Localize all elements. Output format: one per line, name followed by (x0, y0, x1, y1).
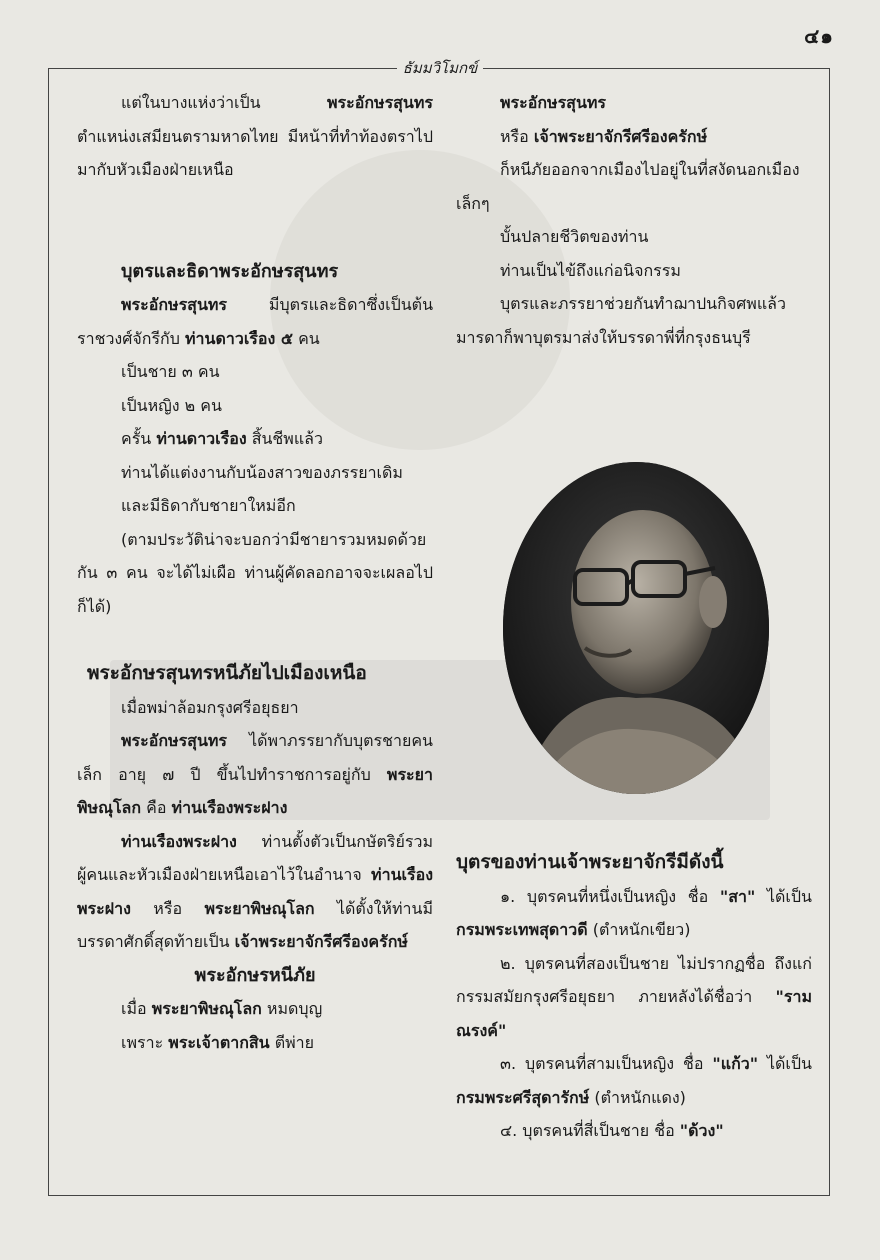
text: ครั้น (121, 429, 157, 448)
line: ท่านเป็นไข้ถึงแก่อนิจกรรม (500, 260, 681, 280)
bold-text: ท่านเรืองพระฝาง (77, 865, 433, 918)
line (77, 1026, 433, 1060)
text: ๑. บุตรคนที่หนึ่งเป็นหญิง ชื่อ (500, 886, 720, 906)
text: ตำแหน่งเสมียนตรามหาดไทย มีหน้าที่ทำท้องตราไปมากับหัวเมืองฝ่ายเหนือ (77, 126, 433, 179)
section-heading: บุตรและธิดาพระอักษรสุนทร (121, 260, 339, 282)
bold-text: "รามณรงค์" (456, 987, 812, 1040)
text: ๔. บุตรคนที่สี่เป็นชาย ชื่อ (500, 1121, 680, 1140)
line (456, 120, 812, 154)
section-heading: พระอักษรสุนทรหนีภัยไปเมืองเหนือ (87, 662, 367, 684)
bold-text: "แก้ว" (712, 1054, 759, 1073)
text: คน (292, 328, 320, 348)
bold-text: พระยาพิษณุโลก (204, 898, 315, 918)
portrait-image (503, 462, 769, 794)
paragraph: บุตรและภรรยาช่วยกันทำฌาปนกิจศพแล้ว มารดาก็พาบุตรมาส่งให้บรรดาพี่ที่กรุงธนบุรี (456, 294, 786, 347)
line: เป็นหญิง ๒ คน (121, 395, 222, 415)
line: บั้นปลายชีวิตของท่าน (500, 227, 649, 246)
text: ได้เป็น (755, 886, 812, 906)
list-item (456, 1047, 812, 1114)
section-heading: พระอักษรหนีภัย (194, 964, 316, 986)
text: หรือ (130, 898, 205, 918)
section-heading: บุตรของท่านเจ้าพระยาจักรีมีดังนี้ (456, 851, 724, 873)
bold-line: พระอักษรสุนทร (500, 93, 607, 112)
line: เมื่อพม่าล้อมกรุงศรีอยุธยา (121, 697, 299, 717)
text: (ตำหนักเขียว) (587, 920, 691, 939)
bold-text: พระอักษรสุนทร (326, 93, 433, 112)
text: ได้ตั้งให้ท่านมีบรรดาศักดิ์สุดท้ายเป็น (77, 898, 433, 951)
line: ท่านได้แต่งงานกับน้องสาวของภรรยาเดิม (121, 462, 403, 482)
header-title (0, 56, 880, 80)
bold-text: "สา" (719, 886, 756, 906)
paragraph (77, 86, 433, 187)
bold-text: ท่านดาวเรือง ๕ (184, 328, 293, 348)
spacer (77, 221, 433, 255)
header-title-text: ธัมมวิโมกข์ (397, 59, 484, 77)
paragraph (77, 288, 433, 355)
bold-text: พระยาพิษณุโลก (77, 764, 433, 817)
list-item (456, 1114, 812, 1148)
text: สิ้นชีพแล้ว (246, 429, 323, 448)
bold-text: ท่านเรืองพระฝาง (121, 831, 237, 851)
text: ได้เป็น (758, 1054, 812, 1073)
line: และมีธิดากับชายาใหม่อีก (121, 496, 296, 515)
bold-text: พระยาพิษณุโลก (151, 999, 262, 1018)
text: ตีพ่าย (269, 1032, 314, 1052)
line (77, 422, 433, 456)
bold-text: พระอักษรสุนทร (121, 731, 228, 750)
page-number: ๔๑ (804, 24, 834, 48)
text: เมื่อ (121, 999, 152, 1018)
text: เพราะ (121, 1032, 169, 1052)
bold-text: พระเจ้าตากสิน (168, 1032, 270, 1052)
left-column (77, 86, 433, 1059)
bold-text: กรมพระเทพสุดาวดี (456, 920, 588, 939)
paragraph: (ตามประวัติน่าจะบอกว่ามีชายารวมหมดด้วยกัน ๓ คน จะได้ไม่เผือ ท่านผู้คัดลอกอาจจะเผลอไปก็ได้) (77, 529, 433, 616)
text: คือ (141, 798, 172, 817)
monk-portrait-photo (503, 462, 769, 794)
paragraph: ก็หนีภัยออกจากเมืองไปอยู่ในที่สงัดนอกเมืองเล็กๆ (456, 160, 800, 213)
text: ได้พาภรรยากับบุตรชายคนเล็ก อายุ ๗ ปี ขึ้นไปทำราชการอยู่กับ (77, 731, 433, 784)
text: ๓. บุตรคนที่สามเป็นหญิง ชื่อ (500, 1054, 713, 1073)
paragraph (77, 825, 433, 959)
text: มีบุตรและธิดาซึ่งเป็นต้นราชวงศ์จักรีกับ (77, 295, 433, 348)
text: แต่ในบางแห่งว่าเป็น (121, 93, 327, 112)
bold-text: เจ้าพระยาจักรีศรีองครักษ์ (533, 126, 708, 146)
text: ท่านตั้งตัวเป็นกษัตริย์รวมผู้คนและหัวเมืองฝ่ายเหนือเอาไว้ในอำนาจ (77, 831, 433, 884)
list-item (456, 947, 812, 1048)
bold-text: เจ้าพระยาจักรีศรีองครักษ์ (234, 932, 408, 951)
text: (ตำหนักแดง) (589, 1087, 686, 1107)
text: หรือ (500, 126, 534, 146)
bold-text: กรมพระศรีสุดารักษ์ (456, 1087, 590, 1107)
spacer (77, 623, 433, 657)
bold-text: พระอักษรสุนทร (121, 295, 228, 314)
line (77, 992, 433, 1026)
line: เป็นชาย ๓ คน (121, 362, 220, 381)
spacer (77, 187, 433, 221)
right-column-top (456, 86, 812, 354)
list-item (456, 880, 812, 947)
bold-text: "ด้วง" (679, 1121, 724, 1140)
text: หมดบุญ (261, 999, 323, 1018)
bold-text: ท่านดาวเรือง (156, 429, 247, 448)
paragraph (77, 724, 433, 825)
bold-text: ท่านเรืองพระฝาง (171, 798, 288, 817)
text: ๒. บุตรคนที่สองเป็นชาย ไม่ปรากฏชื่อ ถึงแก่กรรมสมัยกรุงศรีอยุธยา ภายหลังได้ชื่อว่า (456, 953, 812, 1006)
right-column-bottom (456, 846, 812, 1148)
